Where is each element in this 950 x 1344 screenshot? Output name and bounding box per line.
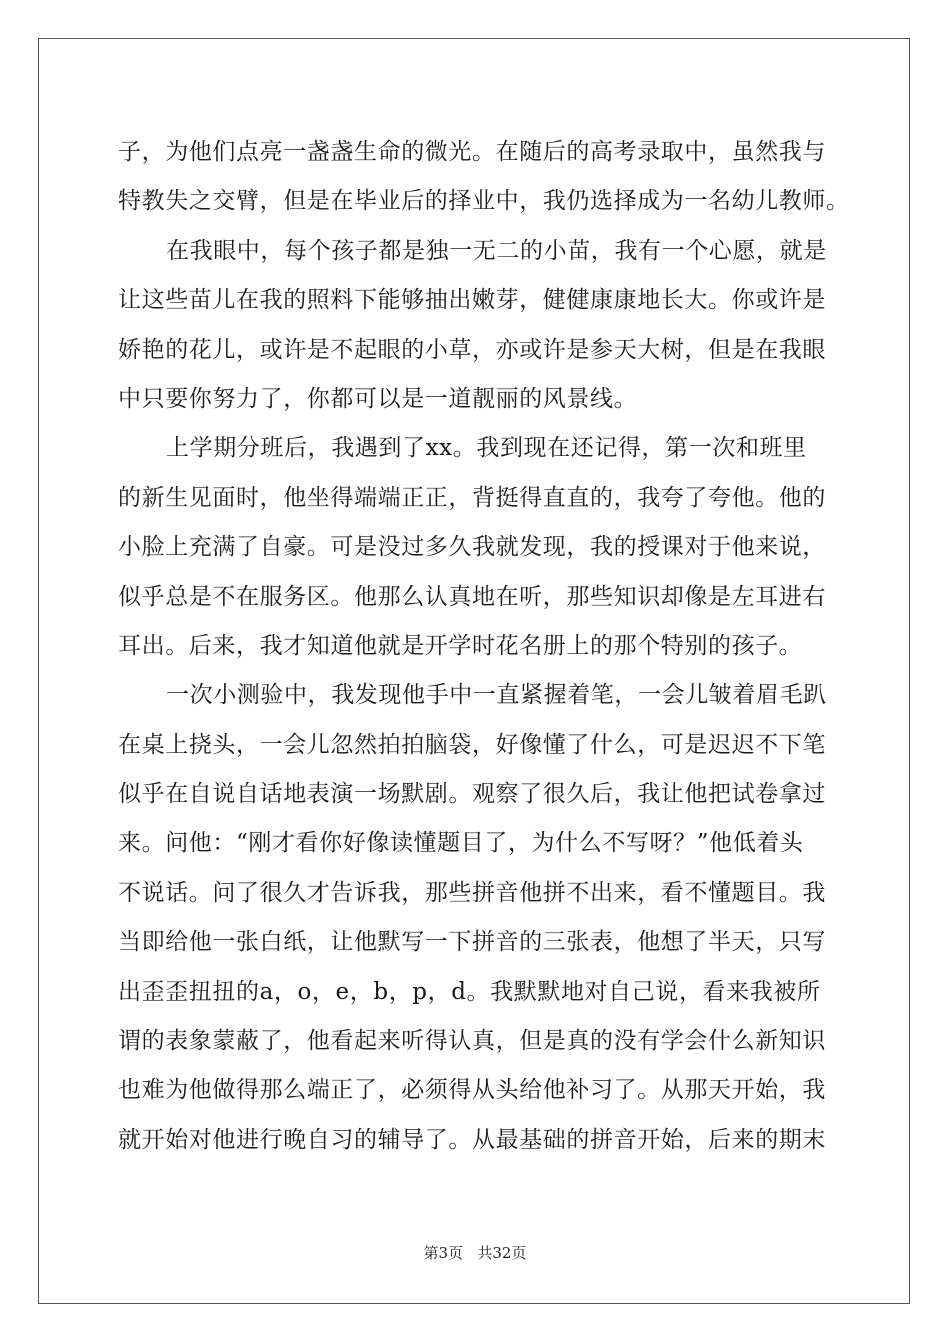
text-line: 娇艳的花儿，或许是不起眼的小草，亦或许是参天大树，但是在我眼 [118,336,826,363]
text-line: 子，为他们点亮一盏盏生命的微光。在随后的高考录取中，虽然我与 [118,139,826,165]
text-line: 让这些苗儿在我的照料下能够抽出嫩芽，健健康康地长大。你或许是 [118,287,826,314]
paragraph-start-line: 在我眼中，每个孩子都是独一无二的小苗，我有一个心愿，就是 [166,237,827,264]
text-line: 似乎总是不在服务区。他那么认真地在听，那些知识却像是左耳进右 [118,583,826,610]
text-line: 的新生见面时，他坐得端端正正，背挺得直直的，我夸了夸他。他的 [118,484,826,511]
paragraph-start-line: 上学期分班后，我遇到了xx。我到现在还记得，第一次和班里 [166,435,807,462]
text-line: 也难为他做得那么端正了，必须得从头给他补习了。从那天开始，我 [118,1077,826,1104]
text-line: 当即给他一张白纸，让他默写一下拼音的三张表，他想了半天，只写 [118,929,826,956]
text-line: 中只要你努力了，你都可以是一道靓丽的风景线。 [118,385,638,412]
text-line: 耳出。后来，我才知道他就是开学时花名册上的那个特别的孩子。 [118,632,803,659]
paragraph-start-line: 一次小测验中，我发现他手中一直紧握着笔，一会儿皱着眉毛趴 [166,682,827,709]
text-line: 谓的表象蒙蔽了，他看起来听得认真，但是真的没有学会什么新知识 [118,1028,826,1055]
text-line: 不说话。问了很久才告诉我，那些拼音他拼不出来，看不懂题目。我 [118,879,826,906]
text-line: 小脸上充满了自豪。可是没过多久我就发现，我的授课对于他来说， [118,534,826,561]
text-line: 就开始对他进行晚自习的辅导了。从最基础的拼音开始，后来的期末 [118,1126,826,1153]
text-line: 出歪歪扭扭的a，o，e，b，p，d。我默默地对自己说，看来我被所 [118,978,821,1005]
text-line: 在桌上挠头，一会儿忽然拍拍脑袋，好像懂了什么，可是迟迟不下笔 [118,731,826,758]
page-number-footer: 第3页 共32页 [423,1244,527,1262]
text-line: 来。问他：“刚才看你好像读懂题目了，为什么不写呀？”他低着头 [118,830,804,857]
document-body [118,128,850,1165]
text-line: 似乎在自说自话地表演一场默剧。观察了很久后，我让他把试卷拿过 [118,781,826,808]
text-line: 特教失之交臂，但是在毕业后的择业中，我仍选择成为一名幼儿教师。 [118,188,850,215]
